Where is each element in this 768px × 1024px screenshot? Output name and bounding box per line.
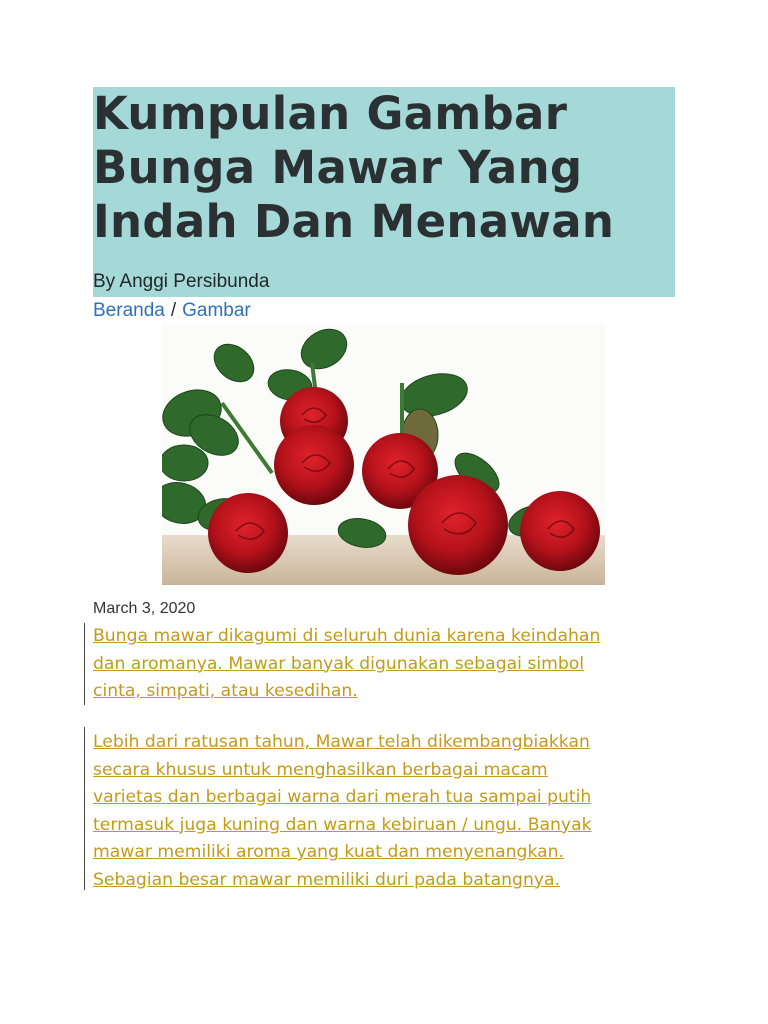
title-block bbox=[93, 87, 675, 297]
paragraph-line: Lebih dari ratusan tahun, Mawar telah dikembangbiakkan bbox=[93, 732, 590, 752]
title-line: Kumpulan Gambar bbox=[93, 87, 568, 140]
paragraph-line: mawar memiliki aroma yang kuat dan menyenangkan. bbox=[93, 842, 564, 862]
paragraph-line: cinta, simpati, atau kesedihan. bbox=[93, 681, 358, 701]
paragraph-line: dan aromanya. Mawar banyak digunakan sebagai simbol bbox=[93, 653, 585, 674]
page-title bbox=[93, 87, 614, 249]
paragraph-line: termasuk juga kuning dan warna kebiruan / ungu. Banyak bbox=[93, 814, 592, 835]
roses-image bbox=[162, 323, 605, 585]
paragraph-line: Bunga mawar dikagumi di seluruh dunia karena keindahan bbox=[93, 626, 601, 646]
breadcrumb-category-link[interactable]: Gambar bbox=[182, 300, 251, 321]
quote-bar bbox=[84, 727, 85, 890]
breadcrumb-separator: / bbox=[170, 300, 177, 321]
title-line: Bunga Mawar Yang bbox=[93, 141, 583, 194]
post-date: March 3, 2020 bbox=[93, 600, 196, 617]
paragraph bbox=[93, 729, 673, 894]
paragraph bbox=[93, 623, 673, 706]
paragraph-line: secara khusus untuk menghasilkan berbagai macam bbox=[93, 759, 548, 780]
paragraph-line: Sebagian besar mawar memiliki duri pada batangnya. bbox=[93, 869, 561, 890]
paragraph-line: varietas dan berbagai warna dari merah tua sampai putih bbox=[93, 787, 592, 807]
title-line: Indah Dan Menawan bbox=[93, 195, 615, 248]
quote-bar bbox=[84, 623, 85, 705]
breadcrumb bbox=[93, 300, 251, 322]
byline: By Anggi Persibunda bbox=[93, 271, 270, 292]
breadcrumb-home-link[interactable]: Beranda bbox=[93, 300, 165, 321]
